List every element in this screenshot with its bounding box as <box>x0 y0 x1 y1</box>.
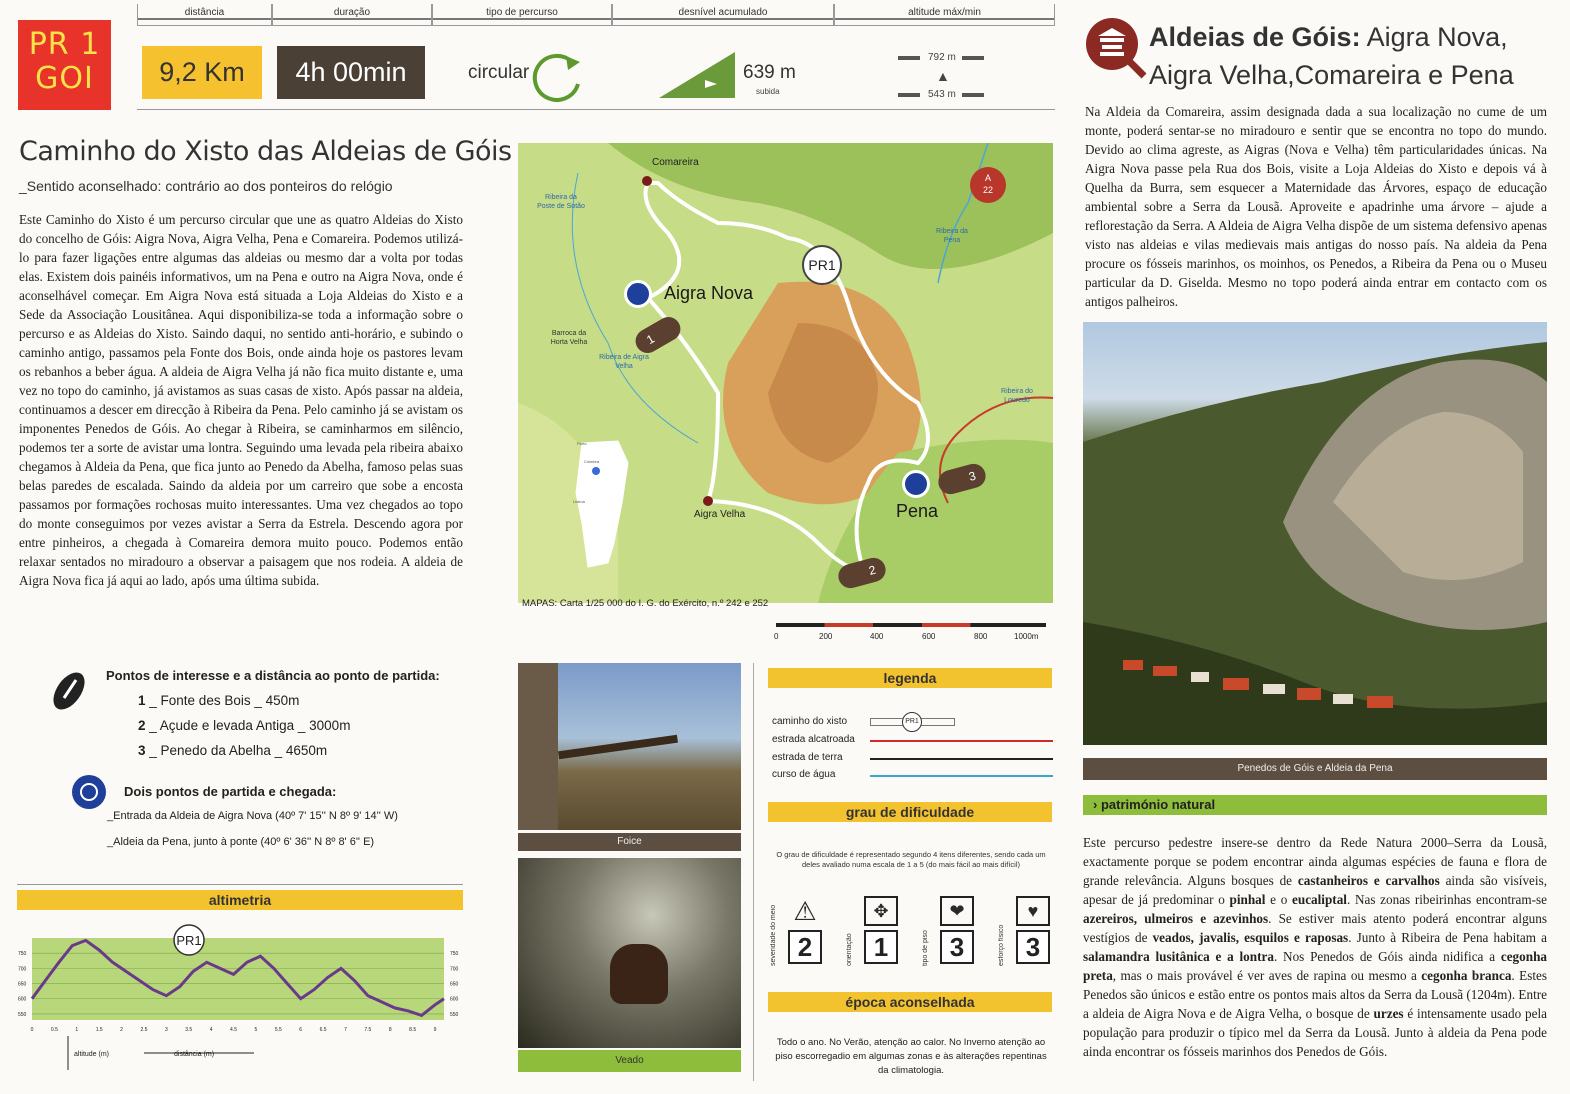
heritage-text-part: . Se estiver mais atento poderá encontrar alguns vestígios de <box>1083 911 1547 945</box>
poi-item <box>138 718 350 733</box>
duration-label: duração <box>272 4 432 26</box>
map-pr1-badge: PR1 <box>802 245 842 285</box>
map-label-pena: Pena <box>896 501 939 521</box>
penedos-caption: Penedos de Góis e Aldeia da Pena <box>1083 758 1547 780</box>
mini-map-coimbra: Coimbra <box>584 459 600 464</box>
circular-route-icon <box>530 50 586 106</box>
photo-sickle-handle <box>558 735 678 760</box>
mini-map-porto: Porto <box>577 441 587 446</box>
season-text: Todo o ano. No Verão, atenção ao calor. No Inverno atenção ao piso escorregadio em algumas zonas e às alterações repentinas da climatologia. <box>775 1037 1047 1076</box>
difficulty-value: 3 <box>940 930 974 964</box>
heritage-highlight: urzes <box>1373 1006 1404 1021</box>
heritage-text-part: ainda são visíveis, apesar de já predominar o <box>1083 873 1547 907</box>
heritage-highlight: cegonha preta <box>1083 949 1547 983</box>
altimetry-x-tick: 8.5 <box>409 1027 417 1033</box>
heritage-highlight: salamandra lusitânica e a lontra <box>1083 949 1274 964</box>
altimetry-y-tick: 700 <box>450 966 459 973</box>
season-title: época aconselhada <box>768 992 1052 1012</box>
penedos-photo <box>1083 322 1547 745</box>
middle-divider <box>753 663 754 1081</box>
altimetry-y-tick: 600 <box>450 996 459 1003</box>
heritage-text-part: é intensamente usado pela população para produzir o típico mel da Serra da Lousã. Junto à aldeia da Pena pode ainda encontrar os fósseis marinhos dos Penedos de Góis. <box>1083 1006 1547 1059</box>
ascent-icon <box>657 50 737 100</box>
altimetry-x-tick: 7.5 <box>364 1027 372 1033</box>
heritage-text-part: . Nas zonas ribeirinhas encontram-se <box>1346 892 1547 907</box>
heritage-text-part: . Junto à Ribeira de Pena habitam a <box>1348 930 1547 945</box>
poi-marker-1: 1 <box>631 313 685 358</box>
scale-tick: 1000m <box>1014 632 1039 641</box>
villages-title-line-2: Aigra Velha,Comareira e Pena <box>1149 60 1514 90</box>
villages-title-bold: Aldeias de Góis: <box>1149 22 1361 52</box>
altimetry-rule <box>17 884 463 885</box>
logo-line-2: GOI <box>35 61 94 96</box>
natural-heritage-title: património natural <box>1100 797 1216 812</box>
altimetry-x-tick: 5 <box>254 1027 258 1033</box>
altimetry-x-tick: 1.5 <box>95 1027 103 1033</box>
altimetry-x-tick: 5.5 <box>274 1027 282 1033</box>
effort-icon: ♥ <box>1016 896 1050 926</box>
altimetry-title: altimetria <box>17 890 463 910</box>
map-label-aigra-velha: Aigra Velha <box>694 509 746 520</box>
altimetry-x-tick: 3.5 <box>185 1027 193 1033</box>
chevron-right-icon: › <box>1093 797 1098 812</box>
legend-line-water <box>870 775 1053 777</box>
poi-item <box>138 693 299 708</box>
villages-description: Na Aldeia da Comareira, assim designada dada a sua localização no cume de um monte, poderá sentar-se no miradouro e sentir que se encontra no topo do mundo. Devido ao clima agreste, as Aigras (Nova e Velha) têm particularidades únicas. Na Aigra Nova passe pela Rua dos Bois, visite a Loja Aldeias do Xisto e depois vá à Quelha da Burra, sem esquecer a Maternidade das Árvores, espaço de educação ambiental sobre a Serra da Lousã. Aproveite e apadrinhe uma árvore – ajude a reflorestação da Serra. A Aldeia de Aigra Velha dispõe de um sistema defensivo apenas visto nas aldeias e vilas medievais mais antigas do nosso país. Na aldeia da Pena procure os fósseis marinhos, os moinhos, os Penedos, a Ribeira da Pena ou o Museu particular da D. Giselda. Mesmo no topo poderá ainda entrar em contacto com os antigos palheiros. <box>1085 104 1547 309</box>
duration-value: 4h 00min <box>277 46 425 99</box>
elevation-sub: subida <box>756 87 780 96</box>
map-caption: MAPAS: Carta 1/25 000 do I. G. do Exército, n.º 242 e 252 <box>522 598 769 609</box>
difficulty-label: orientação <box>846 933 853 966</box>
legend-title: legenda <box>768 668 1052 688</box>
altimetry-x-tick: 0.5 <box>50 1027 58 1033</box>
road-badge-letter: A <box>984 173 991 183</box>
altimetry-y-tick: 700 <box>18 966 27 973</box>
map-label-rib-louredo: Ribeira do Louredo <box>1001 388 1033 404</box>
poi-text: _ Fonte des Bois _ 450m <box>149 693 300 708</box>
altimetry-x-tick: 6 <box>299 1027 303 1033</box>
route-description: Este Caminho do Xisto é um percurso circular que une as quatro Aldeias do Xisto do concelho de Góis: Aigra Nova, Aigra Velha, Pena e Comareira. Podemos utilizá-lo para fazer ligações entre algumas das aldeias ou mesmo dar a volta por todas elas. Existem dois painéis informativos, um na Pena e outro na Aigra Nova, onde é aconselhável começar. Em Aigra Nova está situada a Loja Aldeias do Xisto e a Sede da Associação Lousitânea. Aqui disponibiliza-se toda a informação sobre o percurso e as Aldeias do Xisto. Saindo daqui, no sentido anti-horário, e subindo o caminho antigo, passamos pela Fonte dos Bois, onde ainda hoje os pastores levam os rebanhos a beber água. A aldeia de Aigra Velha já não fica muito distante e, uma vez no topo do caminho, já avistamos as suas casas de xisto. Após passar na aldeia, continuamos a descer em direcção à Ribeira da Pena. Pelo caminho já se avistam os imponentes Penedos de Góis. Ao chegar à Ribeira, se caminharmos em silêncio, podemos ter a sorte de avistar uma lontra. Seguindo uma levada pela ribeira abaixo chegamos à Aldeia da Pena, que fica junto ao Penedo da Abelha, famoso pelas suas belas paredes de escalada. Saindo da aldeia por um carreiro que sobe a encosta passamos por formações rochosas muito interessantes. Uma vez chegados ao topo do monte conseguimos por vezes avistar a Serra da Estrela. Descendo agora por entre pinheiros, a chegada à Comareira demora muito pouco. Podemos então relaxar sentados no miradouro a observar a paisagem que nos rodeia. A aldeia de Aigra Nova fica já aqui ao lado, após uma última subida. <box>19 212 463 588</box>
route-map <box>518 143 1053 603</box>
altimetry-y-label: altitude (m) <box>74 1051 110 1058</box>
terrain-icon: ❤ <box>940 896 974 926</box>
altimetry-x-tick: 8 <box>388 1027 392 1033</box>
altimetry-x-tick: 0 <box>30 1027 34 1033</box>
altimetry-y-tick: 550 <box>18 1011 27 1018</box>
elevation-value: 639 m <box>743 62 796 83</box>
legend-pr1-badge: PR1 <box>902 712 922 732</box>
alt-min-line-left <box>898 93 920 97</box>
altimetry-y-tick: 650 <box>18 981 27 988</box>
map-scale-bar <box>776 623 1046 627</box>
poi-marker-3: 3 <box>936 461 989 497</box>
penedos-scene <box>1083 322 1547 745</box>
scale-tick: 400 <box>870 632 884 641</box>
heritage-text-part: e o <box>1265 892 1292 907</box>
map-label-comareira: Comareira <box>652 157 699 168</box>
altimetry-x-tick: 3 <box>164 1027 168 1033</box>
natural-heritage-text <box>1083 833 1547 1061</box>
villages-title <box>1149 18 1514 94</box>
difficulty-description: O grau de dificuldade é representado segundo 4 itens diferentes, sendo cada um deles avaliado numa escala de 1 a 5 (do mais fácil ao mais difícil) <box>776 850 1046 869</box>
poi-text: _ Açude e levada Antiga _ 3000m <box>149 718 351 733</box>
altimetry-y-tick: 600 <box>18 996 27 1003</box>
legend-label: estrada alcatroada <box>772 734 855 745</box>
map-road-badge <box>970 167 1006 203</box>
altimetry-x-tick: 2.5 <box>140 1027 148 1033</box>
altimetry-y-tick: 550 <box>450 1011 459 1018</box>
villages-title-rest: Aigra Nova, <box>1360 22 1508 52</box>
photo-deer <box>610 944 668 1004</box>
start-point-2: _Aldeia da Pena, junto à ponte (40º 6' 36'' N 8º 8' 6'' E) <box>107 836 375 848</box>
altimetry-x-label: distância (m) <box>174 1051 215 1058</box>
distance-value: 9,2 Km <box>142 46 262 99</box>
villages-title-line-1 <box>1149 18 1514 56</box>
altimetry-y-tick: 750 <box>18 951 27 958</box>
foice-caption: Foice <box>518 833 741 851</box>
pr1-goi-logo <box>18 20 111 110</box>
start-points-title: Dois pontos de partida e chegada: <box>124 784 337 799</box>
difficulty-label: severidade do meio <box>770 904 777 966</box>
subtitle-prefix: _Sentido aconselhado: <box>19 178 162 194</box>
start-marker-pena <box>902 470 930 498</box>
foice-photo <box>518 663 741 830</box>
scale-tick: 0 <box>774 632 779 641</box>
logo-line-1: PR 1 <box>28 27 101 62</box>
warning-icon: ⚠ <box>793 896 817 926</box>
altimetry-x-tick: 4.5 <box>230 1027 237 1033</box>
legend-line-paved <box>870 740 1053 742</box>
poi-item <box>138 743 327 758</box>
map-label-rib-aigra: Ribeira de Aigra Velha <box>599 354 649 370</box>
heritage-text-part: . Nos Penedos de Góis ainda nidifica a <box>1273 949 1501 964</box>
photo-wall <box>518 663 558 830</box>
route-type-value: circular <box>468 62 530 83</box>
altimetry-plot-area <box>32 938 444 1020</box>
mini-map-lisboa: Lisboa <box>573 499 585 504</box>
elevation-label: desnível acumulado <box>612 4 834 26</box>
page-subtitle <box>19 178 393 194</box>
start-point-1: _Entrada da Aldeia de Aigra Nova (40º 7' 15'' N 8º 9' 14'' W) <box>107 810 398 822</box>
difficulty-title: grau de dificuldade <box>768 802 1052 822</box>
pin-icon <box>48 668 90 714</box>
heritage-highlight: pinhal <box>1229 892 1266 907</box>
altitude-label: altitude máx/min <box>834 4 1055 26</box>
heritage-highlight: azereiros, ulmeiros e azevinhos <box>1083 911 1269 926</box>
legend-label: caminho do xisto <box>772 716 848 727</box>
altimetry-x-tick: 7 <box>344 1027 347 1033</box>
altimetry-x-tick: 1 <box>75 1027 79 1033</box>
map-canvas <box>518 143 1053 603</box>
legend-label: curso de água <box>772 769 836 780</box>
heritage-highlight: castanheiros e carvalhos <box>1297 873 1440 888</box>
altimetry-y-tick: 750 <box>450 951 459 958</box>
start-point-icon <box>71 774 107 810</box>
alt-max-line-left <box>898 56 920 60</box>
poi-title: Pontos de interesse e a distância ao ponto de partida: <box>106 668 440 683</box>
heritage-text-part: . Estes Penedos são únicos e estão entre os pontos mais altos da Serra da Lousã (1204m). Entre a aldeia de Aigra Nova e de Aigra Velha, o bosque de <box>1083 968 1547 1021</box>
alt-max-value: 792 m <box>928 52 956 63</box>
altimetry-y-tick: 650 <box>450 981 459 988</box>
alt-min-line-right <box>962 93 984 97</box>
veado-caption: Veado <box>518 1050 741 1072</box>
scale-tick: 200 <box>819 632 833 641</box>
distance-label: distância <box>137 4 272 26</box>
scale-tick: 600 <box>922 632 936 641</box>
altimetry-x-tick: 6.5 <box>319 1027 327 1033</box>
altimetry-x-tick: 4 <box>209 1027 213 1033</box>
altimetry-badge: PR1 <box>176 933 202 948</box>
start-marker-aigra-nova <box>624 280 652 308</box>
difficulty-label: tipo de piso <box>922 930 929 966</box>
difficulty-value: 2 <box>788 930 822 964</box>
heritage-highlight: eucaliptal <box>1292 892 1347 907</box>
poi-text: _ Penedo da Abelha _ 4650m <box>149 743 328 758</box>
poi-num: 1 <box>138 693 146 708</box>
heritage-text-part: , mas o mais provável é ver aves de rapina ou mesmo a <box>1112 968 1422 983</box>
difficulty-value: 3 <box>1016 930 1050 964</box>
altimetry-chart <box>14 918 466 1076</box>
route-type-label: tipo de percurso <box>432 4 612 26</box>
map-label-barroca: Barroca da Horta Velha <box>550 330 588 346</box>
veado-photo <box>518 858 741 1048</box>
road-badge-number: 22 <box>982 185 993 195</box>
heritage-highlight: veados, javalis, esquilos e raposas <box>1152 930 1349 945</box>
difficulty-value: 1 <box>864 930 898 964</box>
subtitle-text: contrário ao dos ponteiros do relógio <box>161 178 393 194</box>
map-label-rib-poste: Ribeira da Poste de Sotão <box>537 194 585 210</box>
natural-heritage-bar <box>1083 795 1547 815</box>
scale-tick: 800 <box>974 632 988 641</box>
poi-marker-2: 2 <box>836 555 889 591</box>
poi-num: 2 <box>138 718 146 733</box>
heritage-highlight: cegonha branca <box>1421 968 1512 983</box>
alt-max-line-right <box>962 56 984 60</box>
page-title: Caminho do Xisto das Aldeias de Góis <box>19 136 512 167</box>
map-label-aigra-nova: Aigra Nova <box>664 283 754 303</box>
altimetry-x-tick: 2 <box>120 1027 123 1033</box>
legend-line-dirt <box>870 758 1053 760</box>
village-icon <box>1084 16 1150 82</box>
map-label-rib-pena: Ribeira da Pena <box>936 228 968 244</box>
alt-min-value: 543 m <box>928 89 956 100</box>
orientation-icon: ✥ <box>864 896 898 926</box>
heritage-text-part: Este percurso pedestre insere-se dentro da Rede Natura 2000–Serra da Lousã, exactamente porque se podem encontrar ainda algumas espécies de fauna e flora de grande relevância. Alguns bosques de <box>1083 835 1547 888</box>
poi-num: 3 <box>138 743 146 758</box>
altimetry-x-tick: 9 <box>433 1027 437 1033</box>
up-arrow-icon: ▲ <box>936 68 950 84</box>
legend-label: estrada de terra <box>772 752 843 763</box>
difficulty-label: esforço físico <box>998 924 1005 966</box>
